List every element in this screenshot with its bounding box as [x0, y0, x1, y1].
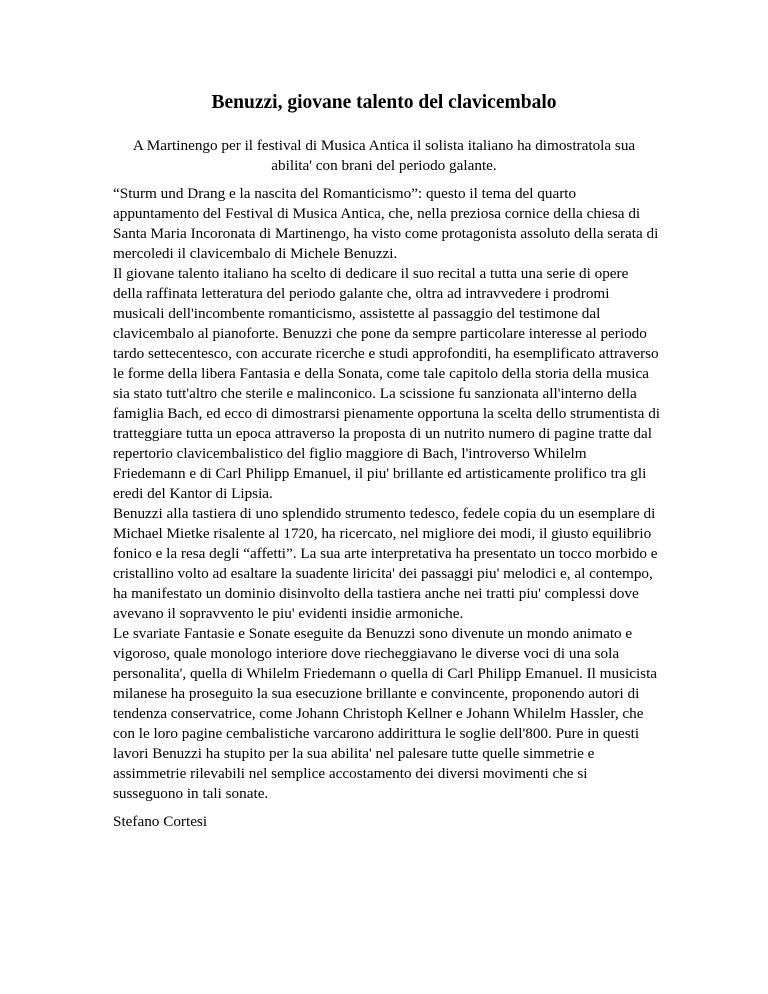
- body-paragraph: Benuzzi alla tastiera di uno splendido strumento tedesco, fedele copia du un esemplare di Michael Mietke risalente al 1720, ha ricercato, nel migliore dei modi, il giusto equilibrio fonico e la resa degli “affetti”. La sua arte interpretativa ha presentato un tocco morbido e cristallino volto ad esaltare la suadente liricita' dei passaggi piu' melodici e, al contempo, ha manifestato un dominio disinvolto della tastiera anche nei tratti piu' complessi dove avevano il sopravvento le piu' evidenti insidie armoniche.: [113, 505, 658, 622]
- body-paragraph: Il giovane talento italiano ha scelto di dedicare il suo recital a tutta una serie di opere della raffinata letteratura del periodo galante che, oltra ad intravvedere i prodromi musicali dell'incombente romanticismo, assistette al passaggio del testimone dal clavicembalo al pianoforte. Benuzzi che pone da sempre particolare interesse al periodo tardo settecentesco, con accurate ricerche e studi approfonditi, ha esemplificato attraverso le forme della libera Fantasia e della Sonata, come tale capitolo della storia della musica sia stato tutt'altro che sterile e malinconico. La scissione fu sanzionata all'interno della famiglia Bach, ed ecco di dimostrarsi pienamente opportuna la scelta dello strumentista di tratteggiare tutta un epoca attraverso la proposta di un nutrito numero di pagine tratte dal repertorio clavicembalistico del figlio maggiore di Bach, l'introverso Whilelm Friedemann e di Carl Philipp Emanuel, il piu' brillante ed artisticamente prolifico tra gli eredi del Kantor di Lipsia.: [113, 265, 661, 502]
- body-paragraph: “Sturm und Drang e la nascita del Romanticismo”: questo il tema del quarto appuntamento del Festival di Musica Antica, che, nella preziosa cornice della chiesa di Santa Maria Incoronata di Martinengo, ha visto come protagonista assoluto della serata di mercoledi il clavicembalo di Michele Benuzzi.: [113, 185, 659, 262]
- article-title: Benuzzi, giovane talento del clavicembalo: [211, 92, 557, 113]
- author-signature: Stefano Cortesi: [113, 813, 208, 830]
- body-paragraph: Le svariate Fantasie e Sonate eseguite da Benuzzi sono divenute un mondo animato e vigoroso, quale monologo interiore dove riecheggiavano le diverse voci di una sola personalita', quella di Whilelm Friedemann o quella di Carl Philipp Emanuel. Il musicista milanese ha proseguito la sua esecuzione brillante e convincente, proponendo autori di tendenza conservatrice, come Johann Christoph Kellner e Johann Whilelm Hassler, che con le loro pagine cembalistiche varcarono addirittura le soglie dell'800. Pure in questi lavori Benuzzi ha stupito per la sua abilita' nel palesare tutte quelle simmetrie e assimmetrie rilevabili nel semplice accostamento dei diversi movimenti che si susseguono in tali sonate.: [113, 625, 658, 802]
- article-body: [113, 184, 661, 804]
- article-subtitle: A Martinengo per il festival di Musica Antica il solista italiano ha dimostratola sua abilita' con brani del periodo galante.: [132, 137, 636, 174]
